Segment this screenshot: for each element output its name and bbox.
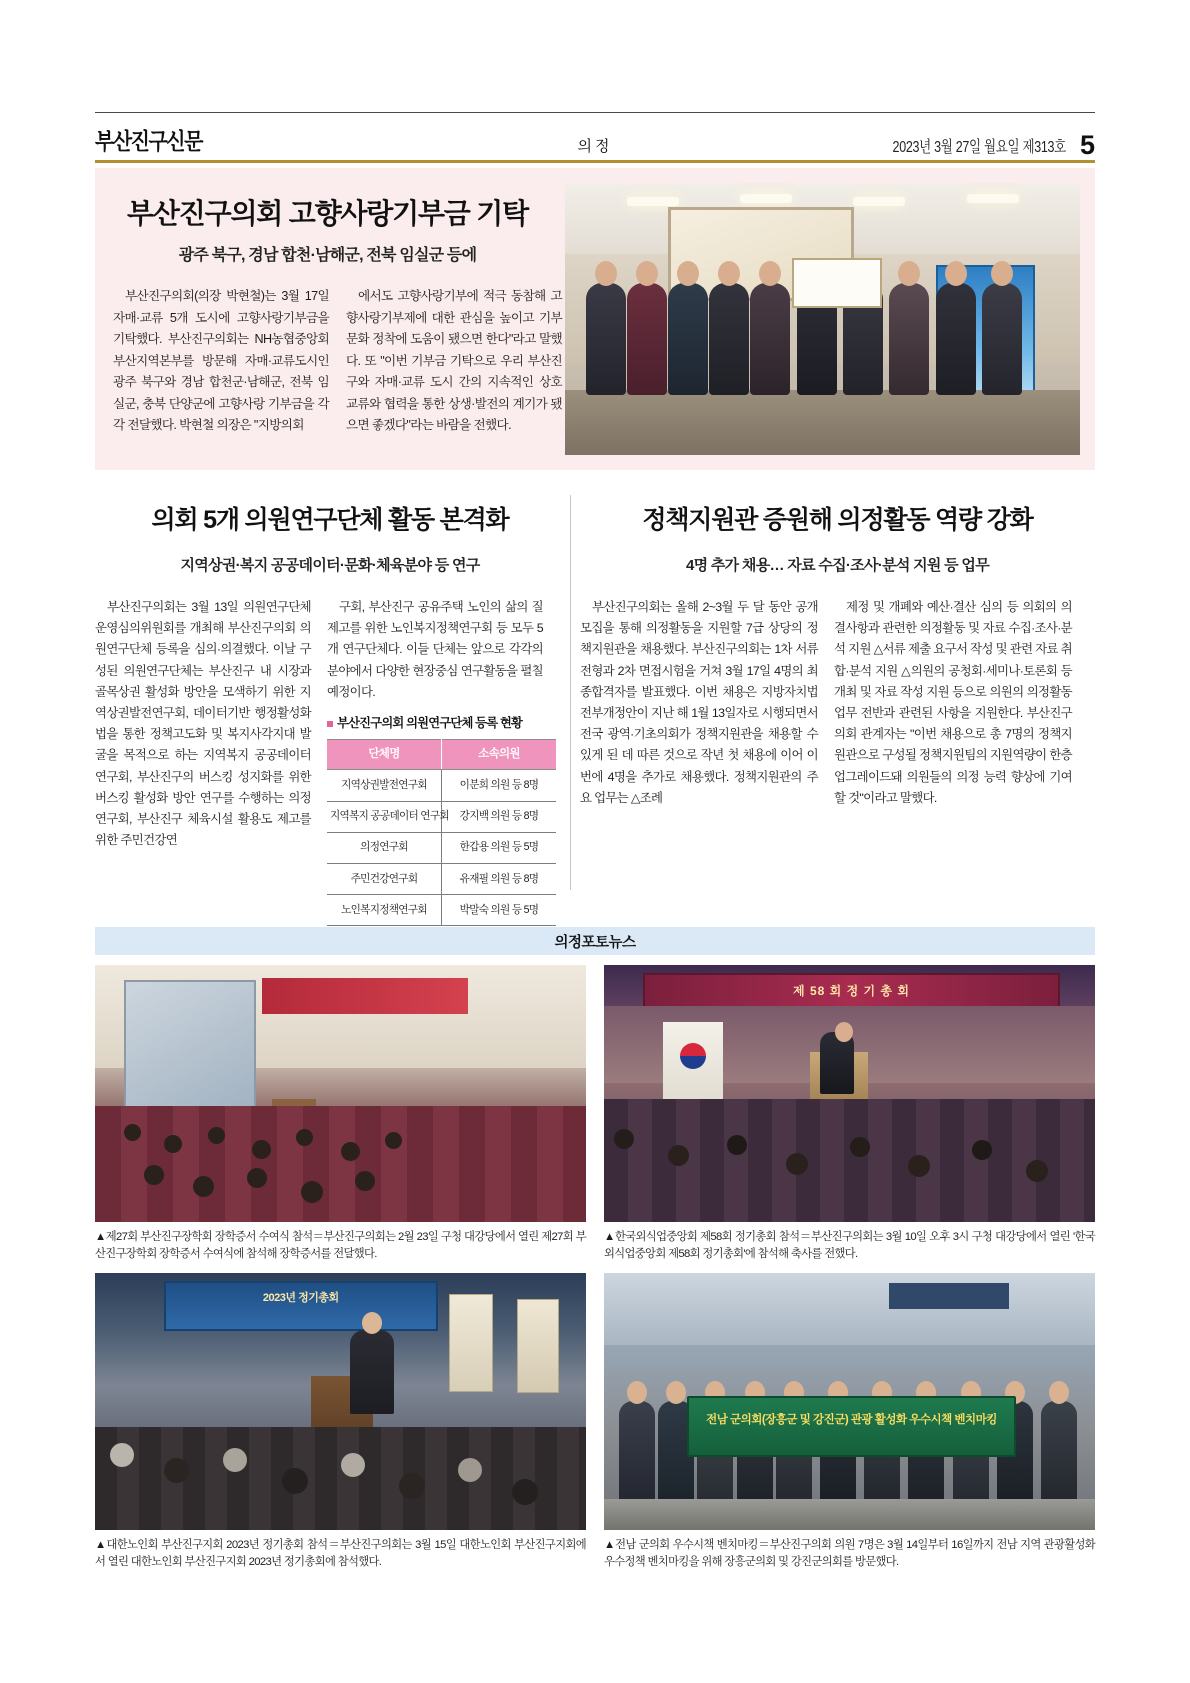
photo-caption: ▲제27회 부산진구장학회 장학증서 수여식 참석＝부산진구의회는 2월 23일 구청 대강당에서 열린 제27회 부산진구장학회 장학증서 수여식에 참석해 장학증서를 전달했다. [95,1231,586,1260]
research-groups-headline: 의회 5개 의원연구단체 활동 본격화 [151,506,509,534]
table-cell-group-name: 주민건강연구회 [327,864,442,895]
photo-news-row [95,965,1095,1263]
policy-support-subheadline: 4명 추가 채용… 자료 수집·조사·분석 지원 등 업무 [685,557,990,574]
header-divider-rule [95,160,1095,163]
photo-overlay-title: 2023년 정기총회 [262,1292,339,1305]
feature-paragraph-2: 에서도 고향사랑기부에 적극 동참해 고향사랑기부제에 대한 관심을 높이고 기부문화 정착에 도움이 됐으면 한다"라고 말했다. 또 "이번 기부금 기탁으로 우리 부산진구와 자매·교류 도시 간의 지속적인 상호 교류와 협력을 통한 상생·발전의 계기가 됐으면 좋겠다"라는 바람을 전했다. [346,289,562,432]
research-groups-table-title-text: 부산진구의회 의원연구단체 등록 현황 [337,716,523,731]
policy-support-column-1 [580,597,818,809]
table-cell-member: 유재필 의원 등 8명 [442,864,557,895]
section-title: 의정 [577,138,613,155]
feature-column-1 [113,286,329,437]
table-col-header-name: 단체명 [327,740,442,770]
feature-article [95,168,1095,470]
table-cell-member: 한갑용 의원 등 5명 [442,832,557,863]
policy-support-paragraph-2: 제정 및 개폐와 예산·결산 심의 등 의회의 의결사항과 관련한 의정활동 및 자료 수집·조사·분석 지원 △서류 제출 요구서 작성 및 관련 자료 취합·분석 지원 △의원의 공청회·세미나·토론회 등 개최 및 자료 작성 지원 등으로 의원의 의정활동 업무 전반과 관련된 사항을 지원한다. 부산진구의회 관계자는 "이번 채용으로 총 7명의 정책지원관으로 구성될 정책지원팀의 지원역량이 한층 업그레이드돼 의원들의 의정 능력 향상에 기여할 것"이라고 말했다. [834,600,1072,805]
research-groups-table-wrap [327,713,556,926]
photo-caption: ▲한국외식업중앙회 제58회 정기총회 참석＝부산진구의회는 3월 10일 오후 3시 구청 대강당에서 열린 '한국외식업중앙회 제58회 정기총회'에 참석해 축사를 전했다. [604,1231,1095,1260]
research-groups-table [327,739,556,926]
senior-association-general-meeting-photo [95,1273,586,1530]
feature-paragraph-1: 부산진구의회(의장 박현철)는 3월 17일 자매·교류 5개 도시에 고향사랑기부금을 기탁했다. 부산진구의회는 NH농협중앙회 부산지역본부를 방문해 자매·교류도시인 광주 북구와 경남 합천군·남해군, 전북 임실군, 충북 단양군에 고향사랑 기부금을 각각 전달했다. 박현철 의장은 "지방의회 [113,289,329,432]
article-research-groups [95,480,565,926]
square-bullet-icon [327,721,333,727]
benchmarking-visit-photo [604,1273,1095,1530]
feature-body [113,286,563,437]
table-cell-member: 강지백 의원 등 8명 [442,801,557,832]
masthead-right-group [892,130,1095,161]
page-number: 5 [1079,130,1095,161]
table-row [327,832,556,863]
photo-caption: ▲전남 군의회 우수시책 벤치마킹＝부산진구의회 의원 7명은 3월 14일부터 16일까지 전남 지역 관광활성화 우수정책 벤치마킹을 위해 장흥군의회 및 강진군의회를 방문했다. [604,1539,1095,1568]
feature-headline: 부산진구의회 고향사랑기부금 기탁 [127,198,528,229]
research-groups-paragraph-2: 구회, 부산진구 공유주택 노인의 삶의 질 제고를 위한 노인복지정책연구회 등 모두 5개 연구단체다. 이들 단체는 앞으로 각각의 분야에서 다양한 현장중심 연구활동을 펼칠 예정이다. [327,600,543,699]
research-groups-paragraph-1: 부산진구의회는 3월 13일 의원연구단체 운영심의위원회를 개최해 부산진구의회 의원연구단체 등록을 심의·의결했다. 이날 구성된 의원연구단체는 부산진구 내 시장과 골목상권 활성화 방안을 모색하기 위한 지역상권발전연구회, 데이터기반 행정활성화법을 통한 정책고도화 및 복지사각지대 발굴을 목적으로 하는 지역복지 공공데이터 연구회, 부산진구의 버스킹 성지화를 위한 버스킹 활성화 방안 연구를 수행하는 의정연구회, 부산진구 체육시설 활용도 제고를 위한 주민건강연 [95,600,311,848]
table-row [327,864,556,895]
research-groups-table-title [327,713,556,734]
publication-date: 2023년 3월 27일 월요일 제313호 [892,138,1066,156]
photo-overlay-title: 전남 군의회(장흥군 및 강진군) 관광 활성화 우수시책 벤치마킹 [706,1413,997,1426]
research-groups-subheadline: 지역상권·복지 공공데이터·문화·체육분야 등 연구 [180,557,480,574]
middle-column-divider [570,495,571,890]
photo-news-row [95,1273,1095,1571]
photo-news-item [604,1273,1095,1571]
table-row [327,770,556,801]
photo-caption: ▲대한노인회 부산진구지회 2023년 정기총회 참석＝부산진구의회는 3월 15일 대한노인회 부산진구지회에서 열린 대한노인회 부산진구지회 2023년 정기총회에 참석했다. [95,1539,586,1568]
table-cell-member: 박말숙 의원 등 5명 [442,895,557,926]
article-policy-support [580,480,1095,809]
research-groups-column-1 [95,597,311,926]
photo-news-item [95,1273,586,1571]
restaurant-association-general-meeting-photo [604,965,1095,1222]
masthead [95,112,1095,161]
feature-column-2 [346,286,562,437]
policy-support-headline: 정책지원관 증원해 의정활동 역량 강화 [642,506,1033,534]
feature-photo [565,183,1080,455]
table-cell-group-name: 노인복지정책연구회 [327,895,442,926]
table-cell-member: 이분희 의원 등 8명 [442,770,557,801]
policy-support-body [580,597,1095,809]
feature-subheadline: 광주 북구, 경남 합천·남해군, 전북 임실군 등에 [178,247,477,264]
research-groups-body [95,597,565,926]
policy-support-paragraph-1: 부산진구의회는 올해 2~3월 두 달 동안 공개모집을 통해 의정활동을 지원할 7급 상당의 정책지원관을 채용했다. 부산진구의회는 1차 서류전형과 2차 면접시험을 거쳐 3월 17일 4명의 최종합격자를 발표했다. 이번 채용은 지방자치법 전부개정안이 지난 해 1월 13일자로 시행되면서 전국 광역·기초의회가 정책지원관을 채용할 수 있게 된 데 따른 것으로 작년 첫 채용에 이어 이번에 4명을 추가로 채용했다. 정책지원관의 주요 업무는 △조례 [580,600,818,805]
photo-overlay-title: 제 58 회 정 기 총 회 [793,984,910,999]
photo-news-item [95,965,586,1263]
photo-news-item [604,965,1095,1263]
table-header-row [327,740,556,770]
table-row [327,801,556,832]
table-cell-group-name: 지역상권발전연구회 [327,770,442,801]
table-col-header-member: 소속의원 [442,740,557,770]
policy-support-column-2 [834,597,1072,809]
photo-news-grid [95,965,1095,1581]
research-groups-column-2 [327,597,543,926]
scholarship-ceremony-photo [95,965,586,1222]
table-row [327,895,556,926]
table-cell-group-name: 의정연구회 [327,832,442,863]
table-cell-group-name: 지역복지 공공데이터 연구회 [327,801,442,832]
newspaper-logo: 부산진구신문 [95,126,202,155]
photo-news-banner: 의정포토뉴스 [95,927,1095,955]
